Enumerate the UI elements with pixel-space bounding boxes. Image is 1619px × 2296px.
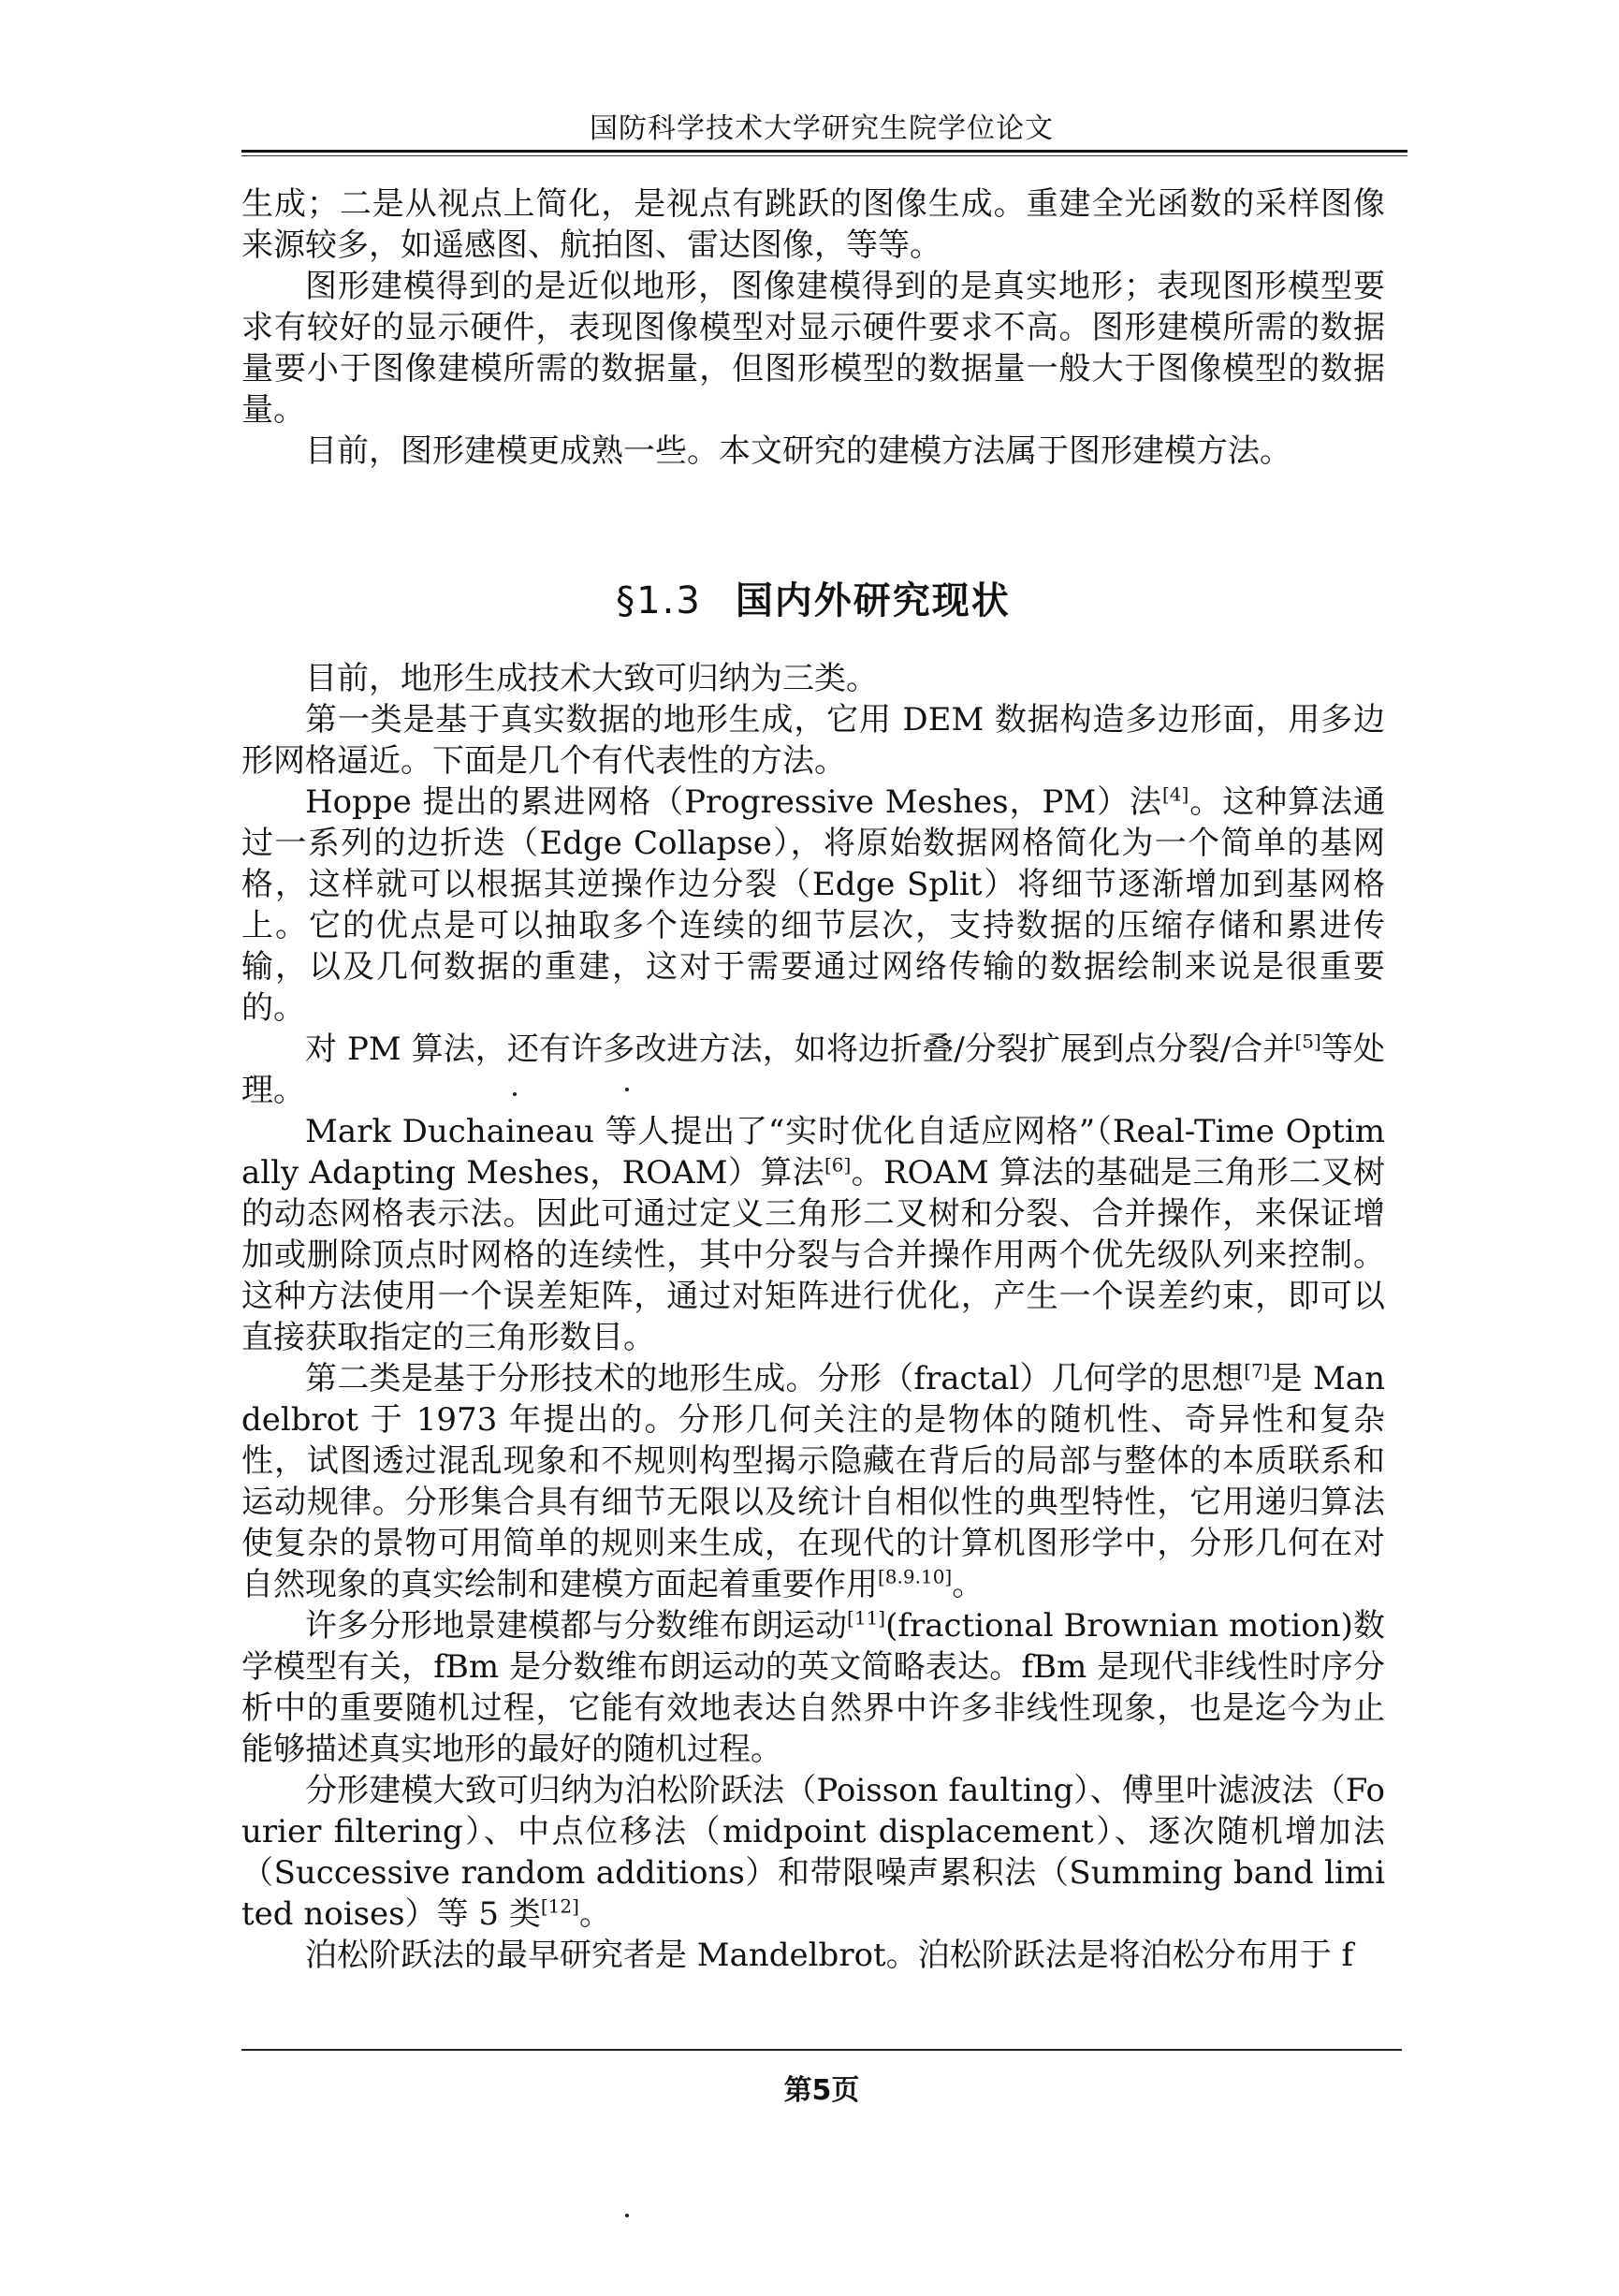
paragraph-text-after: 。 (952, 1566, 985, 1603)
intro-paragraph-3: 目前，图形建模更成熟一些。本文研究的建模方法属于图形建模方法。 (305, 432, 1291, 470)
paragraph-text: 第二类是基于分形技术的地形生成。分形（fractal）几何学的思想 (305, 1360, 1245, 1397)
page-number: 第5页 (783, 2074, 860, 2107)
footer-rule (241, 2049, 1402, 2051)
section-body (241, 658, 1385, 1976)
citation-ref: [7] (1244, 1359, 1271, 1382)
paragraph-text-after: 。 (578, 1895, 611, 1933)
paragraph-text: 对 PM 算法，还有许多改进方法，如将边折叠/分裂扩展到点分裂/合并 (305, 1031, 1295, 1068)
paragraph-text: Hoppe 提出的累进网格（Progressive Meshes，PM）法 (305, 783, 1162, 821)
header-rule (241, 150, 1408, 153)
paragraph-text: 泊松阶跃法的最早研究者是 Mandelbrot。泊松阶跃法是将泊松分布用于 f (305, 1937, 1354, 1974)
scan-speck (625, 2214, 629, 2217)
paragraph-9 (241, 1935, 1385, 1976)
paragraph-text-after: 。这种算法通过一系列的边折迭（Edge Collapse），将原始数据网格简化为一个简单的基网格，这样就可以根据其逆操作边分裂（Edge Split）将细节逐渐增加到基网格上。它的优点是可以抽取多个连续的细节层次，支持数据的压缩存储和累进传输，以及几何数据的重建，这对于需要通过网络传输的数据绘制来说是很重要的。 (241, 783, 1386, 1027)
citation-ref: [8.9.10] (878, 1565, 953, 1588)
running-header: 国防科学技术大学研究生院学位论文 (590, 112, 1054, 145)
paragraph-text: Mark Duchaineau 等人提出了“实时优化自适应网格”（Real-Time Optimally Adapting Meshes，ROAM）算法 (241, 1113, 1385, 1192)
paragraph-text: 分形建模大致可归纳为泊松阶跃法（Poisson faulting）、傅里叶滤波法（Fourier filtering）、中点位移法（midpoint displacement）、逐次随机增加法（Successive random additions）和带限噪声累积法（Summing band limited noises）等 5 类 (241, 1772, 1385, 1933)
paragraph-text: 许多分形地景建模都与分数维布朗运动 (305, 1607, 848, 1645)
paragraph-3 (241, 782, 1385, 1029)
section-number: §1.3 (616, 579, 702, 622)
paragraph-text-after: (fractional Brownian motion)数学模型有关，fBm 是分数维布朗运动的英文简略表达。fBm 是现代非线性时序分析中的重要随机过程，它能有效地表达自然界中许多非线性现象，也是迄今为止能够描述真实地形的最好的随机过程。 (241, 1607, 1385, 1768)
header-rule-thin (241, 155, 1408, 156)
citation-ref: [12] (540, 1894, 579, 1918)
paragraph-text-after: 。ROAM 算法的基础是三角形二叉树的动态网格表示法。因此可通过定义三角形二叉树和分裂、合并操作，来保证增加或删除顶点时网格的连续性，其中分裂与合并操作用两个优先级队列来控制。这种方法使用一个误差矩阵，通过对矩阵进行优化，产生一个误差约束，即可以直接获取指定的三角形数目。 (241, 1154, 1385, 1356)
scan-speck (513, 1092, 517, 1096)
intro-paragraph-1: 生成；二是从视点上简化，是视点有跳跃的图像生成。重建全光函数的采样图像来源较多，如遥感图、航拍图、雷达图像，等等。 (241, 185, 1385, 264)
scan-speck (625, 1088, 629, 1091)
paragraph-6 (241, 1358, 1385, 1605)
section-heading (241, 571, 1385, 624)
paragraph-text-after: 等处理。 (241, 1031, 1385, 1109)
paragraph-text: 第一类是基于真实数据的地形生成，它用 DEM 数据构造多边形面，用多边形网格逼近。下面是几个有代表性的方法。 (241, 701, 1385, 780)
paragraph-text: 目前，地形生成技术大致可归纳为三类。 (305, 660, 878, 697)
section-title: 国内外研究现状 (735, 579, 1011, 622)
intro-paragraph-2: 图形建模得到的是近似地形，图像建模得到的是真实地形；表现图形模型要求有较好的显示硬件，表现图像模型对显示硬件要求不高。图形建模所需的数据量要小于图像建模所需的数据量，但图形模型的数据量一般大于图像模型的数据量。 (241, 268, 1385, 429)
citation-ref: [11] (847, 1606, 886, 1630)
paragraph-8 (241, 1770, 1385, 1935)
paragraph-7 (241, 1605, 1385, 1770)
paragraph-2 (241, 699, 1385, 782)
intro-text-block (241, 183, 1385, 472)
citation-ref: [5] (1294, 1030, 1321, 1053)
paragraph-1 (241, 658, 1385, 699)
paragraph-4 (241, 1029, 1385, 1111)
paragraph-5 (241, 1111, 1385, 1358)
paragraph-text-after: 是 Mandelbrot 于 1973 年提出的。分形几何关注的是物体的随机性、奇异性和复杂性，试图透过混乱现象和不规则构型揭示隐藏在背后的局部与整体的本质联系和运动规律。分形集合具有细节无限以及统计自相似性的典型特性，它用递归算法使复杂的景物可用简单的规则来生成，在现代的计算机图形学中，分形几何在对自然现象的真实绘制和建模方面起着重要作用 (241, 1360, 1385, 1603)
citation-ref: [6] (824, 1153, 852, 1177)
citation-ref: [4] (1161, 782, 1189, 806)
